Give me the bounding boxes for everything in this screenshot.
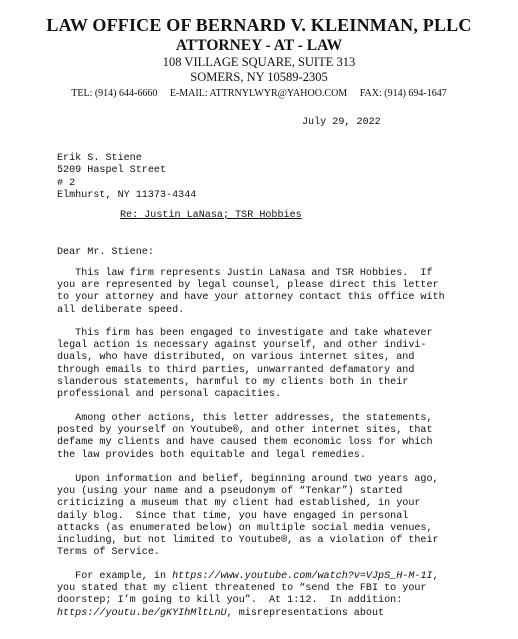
letter-date: July 29, 2022 bbox=[302, 117, 381, 128]
recipient-unit: # 2 bbox=[57, 177, 76, 189]
paragraph-line: professional and personal capacities. bbox=[57, 389, 282, 401]
paragraph-line: This firm has been engaged to investigate and take whatever bbox=[57, 328, 433, 339]
paragraph-text: , bbox=[432, 571, 439, 582]
paragraph-line: criticizing a museum that my client had established, in your bbox=[57, 498, 421, 510]
firm-title: ATTORNEY - AT - LAW bbox=[175, 37, 343, 54]
paragraph-line: doorstep; I’m going to kill you”. At 1:12. In addition: bbox=[57, 595, 403, 607]
paragraph-line: Among other actions, this letter addresses, the statements, bbox=[57, 413, 433, 424]
re-line: Re: Justin LaNasa; TSR Hobbies bbox=[120, 210, 302, 221]
paragraph-line: This law firm represents Justin LaNasa and TSR Hobbies. If bbox=[57, 268, 433, 279]
paragraph-line: daily blog. Since that time, you have engaged in personal bbox=[57, 510, 409, 522]
paragraph-line: attacks (as enumerated below) on multiple social media venues, bbox=[57, 522, 433, 534]
firm-email: E-MAIL: ATTRNYLWYR@YAHOO.COM bbox=[169, 88, 348, 99]
paragraph-line: Terms of Service. bbox=[57, 547, 160, 559]
letterhead bbox=[0, 14, 518, 101]
paragraph-line: slanderous statements, harmful to my clients both in their bbox=[57, 376, 409, 388]
recipient-city: Elmhurst, NY 11373-4344 bbox=[57, 189, 197, 201]
paragraph-line bbox=[57, 608, 465, 620]
paragraph-text: , misrepresentations about bbox=[226, 607, 385, 619]
firm-telephone: TEL: (914) 644-6660 bbox=[71, 88, 158, 99]
firm-contact-line bbox=[0, 87, 518, 101]
paragraph-line: all deliberate speed. bbox=[57, 304, 185, 316]
youtube-link-1[interactable]: https://www.youtube.com/watch?v=VJpS_H-M-1I bbox=[172, 571, 433, 582]
recipient-address bbox=[57, 153, 196, 202]
paragraph-3 bbox=[57, 413, 465, 462]
paragraph-line: posted by yourself on Youtube®, and other internet sites, that bbox=[57, 425, 433, 437]
paragraph-line bbox=[57, 571, 465, 583]
paragraph-text: For example, in bbox=[57, 571, 173, 582]
recipient-street: 5209 Haspel Street bbox=[57, 165, 167, 177]
firm-name: LAW OFFICE OF BERNARD V. KLEINMAN, PLLC bbox=[46, 15, 472, 35]
paragraph-line: duals, who have distributed, on various internet sites, and bbox=[57, 352, 415, 364]
firm-fax: FAX: (914) 694-1647 bbox=[359, 88, 447, 99]
paragraph-line: through emails to third parties, unwarranted defamatory and bbox=[57, 364, 415, 376]
paragraph-4 bbox=[57, 474, 465, 559]
recipient-name: Erik S. Stiene bbox=[57, 153, 142, 164]
paragraph-line: Upon information and belief, beginning around two years ago, bbox=[57, 474, 439, 485]
firm-address-line2: SOMERS, NY 10589-2305 bbox=[190, 70, 328, 84]
paragraph-line: you are represented by legal counsel, please direct this letter bbox=[57, 280, 439, 292]
paragraph-line: defame my clients and have caused them economic loss for which bbox=[57, 437, 433, 449]
paragraph-line: to your attorney and have your attorney contact this office with bbox=[57, 292, 445, 304]
paragraph-line: the law provides both equitable and legal remedies. bbox=[57, 449, 366, 461]
firm-address-line1: 108 VILLAGE SQUARE, SUITE 313 bbox=[162, 55, 356, 69]
paragraph-2 bbox=[57, 328, 465, 401]
paragraph-line: including, but not limited to Youtube®, as a violation of their bbox=[57, 535, 439, 547]
paragraph-1 bbox=[57, 268, 465, 317]
youtube-link-2[interactable]: https://youtu.be/gKYIhMltLnU bbox=[57, 607, 227, 619]
salutation: Dear Mr. Stiene: bbox=[57, 247, 154, 258]
paragraph-line: you (using your name and a pseudonym of “Tenkar”) started bbox=[57, 486, 403, 498]
paragraph-line: you stated that my client threatened to “send the FBI to your bbox=[57, 583, 427, 595]
paragraph-line: legal action is necessary against yourself, and other indivi- bbox=[57, 340, 427, 352]
paragraph-5 bbox=[57, 571, 465, 620]
